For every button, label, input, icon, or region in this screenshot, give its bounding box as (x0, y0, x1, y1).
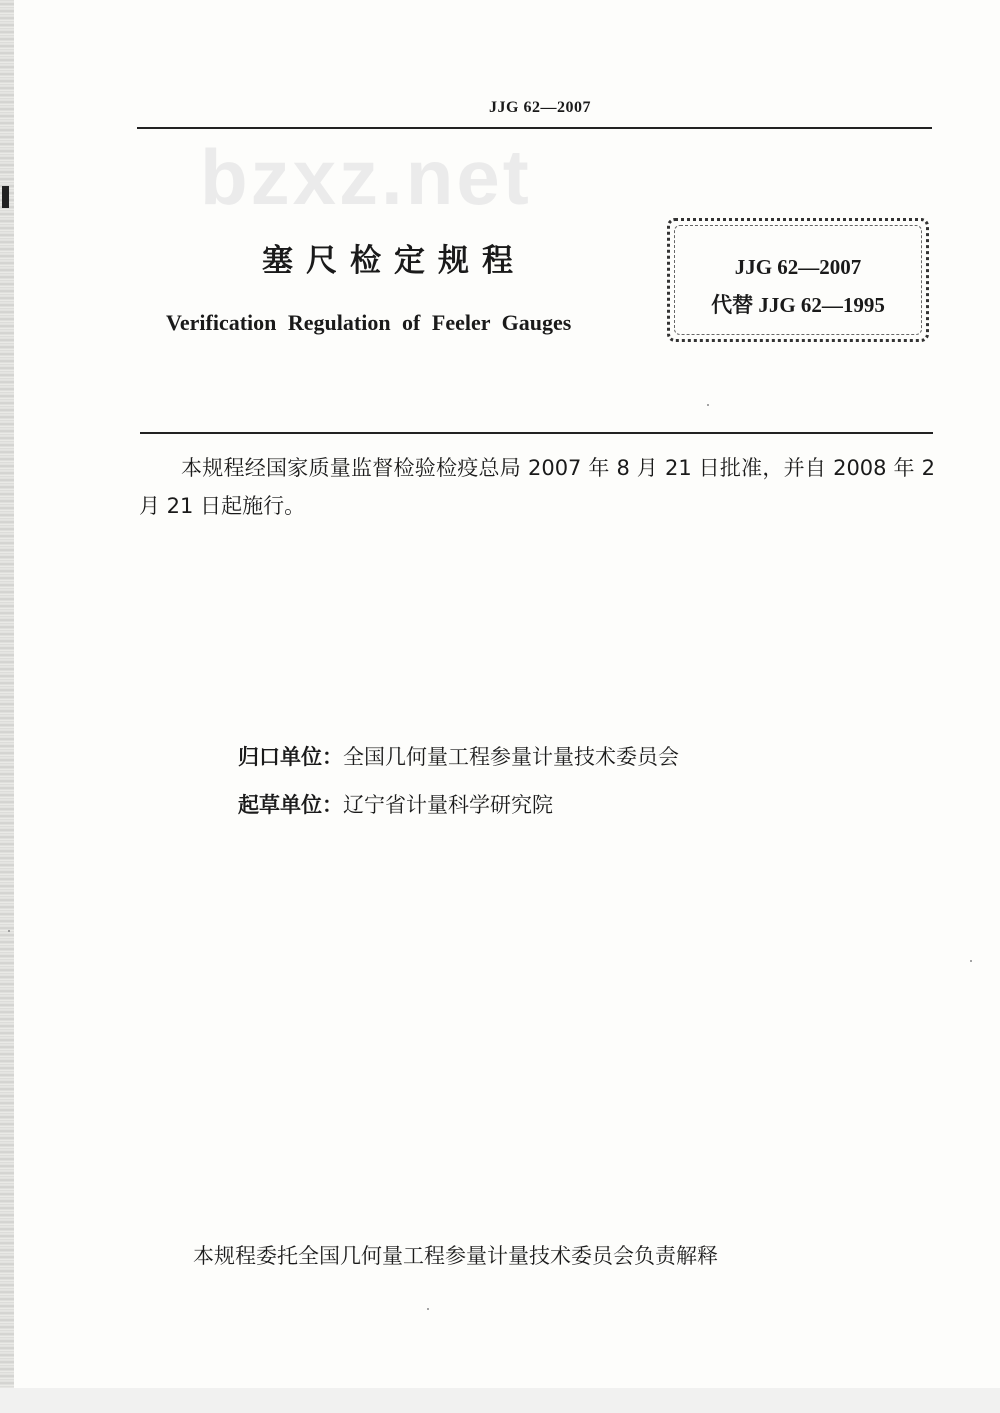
scan-edge (0, 0, 14, 1413)
approval-statement: 本规程经国家质量监督检验检疫总局 2007 年 8 月 21 日批准，并自 2008 年 2 月 21 日起施行。 (139, 456, 935, 518)
title-english: Verification Regulation of Feeler Gauges (166, 310, 572, 335)
scan-speck (707, 404, 709, 406)
scan-speck (427, 1308, 429, 1310)
section-rule (140, 432, 933, 434)
standard-code-box (667, 218, 929, 342)
watermark: bzxz.net (200, 133, 532, 221)
responsible-unit-value: 全国几何量工程参量计量技术委员会 (343, 745, 679, 769)
title-chinese: 塞尺检定规程 (262, 243, 526, 279)
interpretation-note: 本规程委托全国几何量工程参量计量技术委员会负责解释 (193, 1244, 718, 1268)
header-rule (137, 127, 932, 129)
code-box-current: JJG 62—2007 (734, 255, 862, 279)
scan-speck (970, 960, 972, 962)
header-standard-code: JJG 62—2007 (489, 99, 591, 116)
bottom-strip (0, 1388, 1000, 1413)
code-box-replaces: 代替 JJG 62—1995 (711, 293, 885, 317)
drafting-unit-value: 辽宁省计量科学研究院 (343, 793, 553, 817)
responsible-unit-label: 归口单位： (238, 745, 343, 769)
scan-edge-mark (2, 186, 9, 208)
drafting-unit-label: 起草单位： (238, 793, 343, 817)
responsible-unit (238, 741, 679, 771)
scan-speck (8, 930, 10, 932)
drafting-unit (238, 789, 553, 819)
